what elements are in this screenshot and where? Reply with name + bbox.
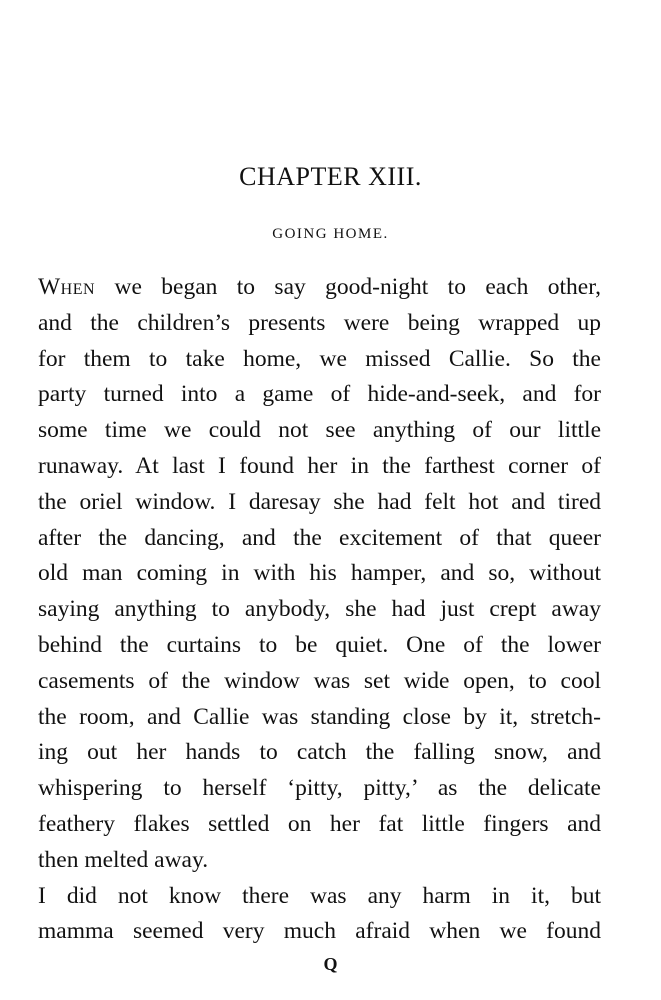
- drop-word: When: [38, 274, 96, 300]
- text-line: ing out her hands to catch the falling snow, and: [38, 739, 601, 766]
- text-line: whispering to herself ‘pitty, pitty,’ as the delicate: [38, 775, 601, 802]
- text-line: [38, 270, 601, 306]
- text-line: runaway. At last I found her in the farthest corner of: [38, 452, 601, 479]
- text-line: casements of the window was set wide open, to cool: [38, 667, 601, 694]
- text-line: then melted away.: [38, 846, 209, 873]
- text-line: the room, and Callie was standing close by it, stretch-: [38, 703, 601, 730]
- text-line: old man coming in with his hamper, and so, without: [38, 560, 601, 587]
- text-line: saying anything to anybody, she had just crept away: [38, 596, 601, 623]
- text-line: some time we could not see anything of our little: [38, 417, 601, 444]
- text-line: behind the curtains to be quiet. One of the lower: [38, 631, 601, 658]
- text-line: for them to take home, we missed Callie. So the: [38, 345, 601, 372]
- signature-mark: Q: [323, 954, 338, 974]
- text-line: mamma seemed very much afraid when we found: [38, 918, 601, 945]
- text-line: the oriel window. I daresay she had felt hot and tired: [38, 488, 601, 515]
- text-line: party turned into a game of hide-and-seek, and for: [38, 381, 601, 408]
- body-text: [38, 270, 601, 950]
- chapter-title: CHAPTER XIII.: [239, 162, 422, 191]
- chapter-subtitle: GOING HOME.: [272, 226, 389, 242]
- text-line: feathery flakes settled on her fat little fingers and: [38, 810, 601, 837]
- line-text: we began to say good-night to each other,: [95, 274, 601, 300]
- text-line: and the children’s presents were being wrapped up: [38, 309, 601, 336]
- text-line: I did not know there was any harm in it, but: [38, 882, 601, 909]
- text-line: after the dancing, and the excitement of that queer: [38, 524, 601, 551]
